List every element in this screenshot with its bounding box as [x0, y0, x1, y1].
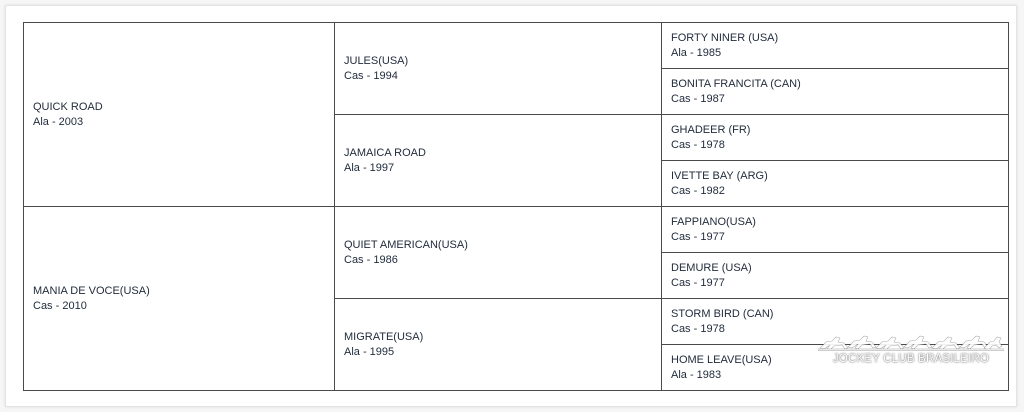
great-grandparent-7-cell[interactable] [662, 299, 1009, 345]
sire-name[interactable]: QUICK ROAD [33, 100, 103, 113]
dam-info: Cas - 2010 [33, 299, 87, 312]
pedigree-table [23, 22, 1009, 391]
paternal-grandsire-name[interactable]: JULES(USA) [344, 54, 409, 67]
maternal-grandsire-info: Cas - 1986 [344, 253, 398, 266]
great-grandparent-6-cell[interactable] [662, 253, 1009, 299]
great-grandparent-info: Cas - 1977 [671, 276, 725, 289]
great-grandparent-3-cell[interactable] [662, 115, 1009, 161]
great-grandparent-name[interactable]: GHADEER (FR) [671, 123, 751, 136]
great-grandparent-name[interactable]: FAPPIANO(USA) [671, 215, 756, 228]
paternal-grandsire-info: Cas - 1994 [344, 69, 398, 82]
great-grandparent-info: Cas - 1978 [671, 322, 725, 335]
dam-name[interactable]: MANIA DE VOCE(USA) [33, 284, 150, 297]
dam-cell[interactable] [24, 207, 335, 391]
great-grandparent-5-cell[interactable] [662, 207, 1009, 253]
maternal-granddam-info: Ala - 1995 [344, 345, 395, 358]
great-grandparent-info: Ala - 1983 [671, 368, 722, 381]
great-grandparent-info: Cas - 1978 [671, 138, 725, 151]
maternal-grandsire-cell[interactable] [335, 207, 662, 299]
great-grandparent-2-cell[interactable] [662, 69, 1009, 115]
sire-info: Ala - 2003 [33, 115, 84, 128]
maternal-granddam-cell[interactable] [335, 299, 662, 391]
watermark-text: JOCKEY CLUB BRASILEIRO [832, 353, 990, 365]
paternal-granddam-cell[interactable] [335, 115, 662, 207]
sire-cell[interactable] [24, 23, 335, 207]
great-grandparent-info: Ala - 1985 [671, 46, 722, 59]
maternal-grandsire-name[interactable]: QUIET AMERICAN(USA) [344, 238, 468, 251]
great-grandparent-name[interactable]: FORTY NINER (USA) [671, 31, 779, 44]
great-grandparent-name[interactable]: STORM BIRD (CAN) [671, 307, 774, 320]
great-grandparent-info: Cas - 1977 [671, 230, 725, 243]
maternal-granddam-name[interactable]: MIGRATE(USA) [344, 330, 424, 343]
great-grandparent-name[interactable]: HOME LEAVE(USA) [671, 353, 772, 366]
great-grandparent-name[interactable]: BONITA FRANCITA (CAN) [671, 77, 801, 90]
paternal-granddam-name[interactable]: JAMAICA ROAD [344, 146, 426, 159]
great-grandparent-4-cell[interactable] [662, 161, 1009, 207]
paternal-granddam-info: Ala - 1997 [344, 161, 395, 174]
great-grandparent-8-cell[interactable] [662, 345, 1009, 391]
great-grandparent-name[interactable]: IVETTE BAY (ARG) [671, 169, 768, 182]
great-grandparent-info: Cas - 1982 [671, 184, 725, 197]
great-grandsire-1-cell[interactable] [662, 23, 1009, 69]
paternal-grandsire-cell[interactable] [335, 23, 662, 115]
great-grandparent-info: Cas - 1987 [671, 92, 725, 105]
great-grandparent-name[interactable]: DEMURE (USA) [671, 261, 752, 274]
